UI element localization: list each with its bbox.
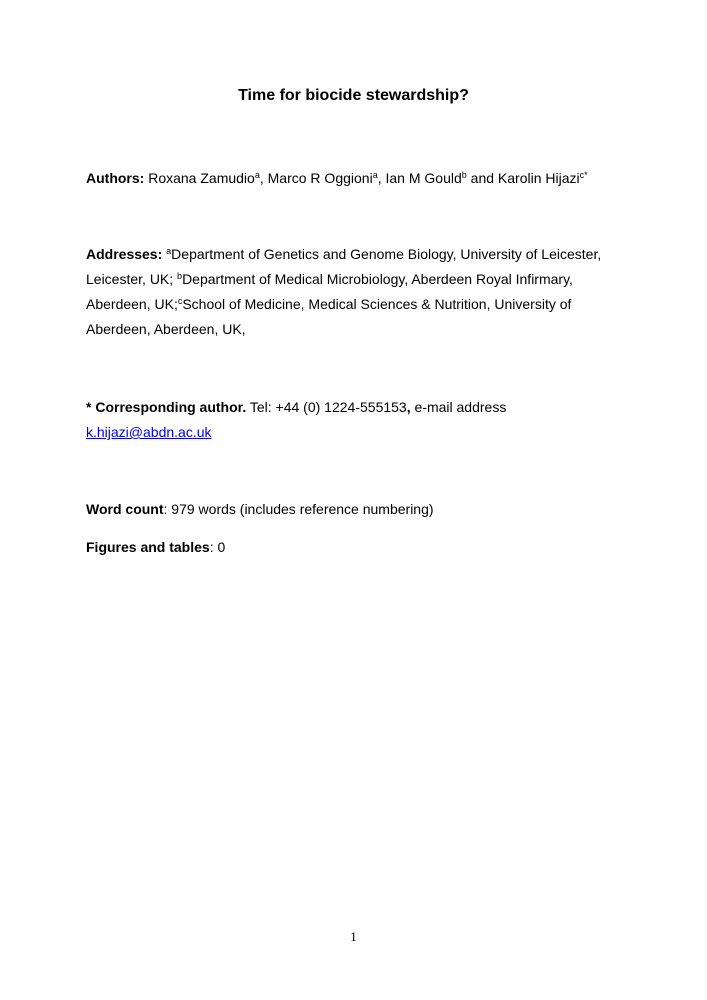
- author-affiliation: c*: [579, 170, 588, 180]
- author-name: Marco R Oggioni: [267, 170, 373, 186]
- page-number: 1: [350, 929, 357, 944]
- address-text: Department of Medical Microbiology, Aberdeen Royal Infirmary, Aberdeen, UK;: [86, 271, 573, 312]
- author-affiliation: a: [254, 170, 260, 180]
- author-separator: ,: [259, 170, 268, 186]
- word-count-line: [86, 497, 626, 522]
- author-separator: ,: [377, 170, 386, 186]
- word-count-label: Word count: [86, 501, 164, 517]
- addresses-label: Addresses:: [86, 246, 163, 262]
- email-link[interactable]: k.hijazi@abdn.ac.uk: [86, 424, 212, 440]
- address-affiliation: c: [177, 296, 183, 306]
- author-name: Karolin Hijazi: [497, 170, 580, 186]
- figures-tables-line: [86, 535, 626, 560]
- corresponding-author-paragraph: [86, 395, 626, 445]
- address-affiliation: a: [166, 246, 172, 256]
- author-affiliation: a: [372, 170, 378, 180]
- figures-tables-value: : 0: [209, 539, 226, 555]
- author-name: Ian M Gould: [385, 170, 462, 186]
- address-text: Department of Genetics and Genome Biology, University of Leicester, Leicester, UK;: [86, 246, 602, 287]
- address-affiliation: b: [177, 271, 183, 281]
- author-separator: and: [466, 170, 498, 186]
- email-label: e-mail address: [410, 399, 507, 415]
- word-count-value: : 979 words (includes reference numbering): [163, 501, 434, 517]
- author-name: Roxana Zamudio: [144, 170, 255, 186]
- authors-line: [86, 166, 626, 191]
- figures-tables-label: Figures and tables: [86, 539, 210, 555]
- address-text: School of Medicine, Medical Sciences & Nutrition, University of Aberdeen, Aberdeen, UK,: [86, 296, 572, 337]
- comma: ,: [406, 399, 411, 415]
- author-affiliation: b: [461, 170, 467, 180]
- paper-title: Time for biocide stewardship?: [238, 87, 469, 104]
- authors-label: Authors:: [86, 170, 145, 186]
- telephone: Tel: +44 (0) 1224-555153: [246, 399, 407, 415]
- corresponding-label: * Corresponding author.: [86, 399, 247, 415]
- addresses-paragraph: [86, 242, 626, 342]
